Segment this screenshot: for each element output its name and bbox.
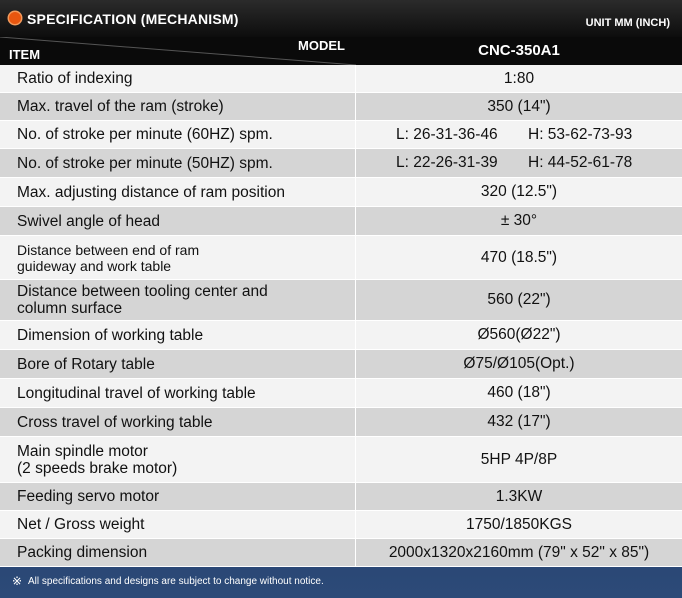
disclaimer-text: All specifications and designs are subject to change without notice. [28,576,324,587]
title-bar [0,0,682,37]
spec-value: 432 (17") [487,413,551,430]
model-column-header: MODEL [298,38,345,53]
spec-label: Swivel angle of head [0,207,356,235]
spec-label-line-2: column surface [17,300,123,317]
spec-value [356,149,682,177]
spec-label: Max. adjusting distance of ram position [0,178,356,206]
spec-label [0,280,356,320]
spec-value: 5HP 4P/8P [480,450,558,468]
spec-value: 320 (12.5") [480,183,558,200]
table-header [0,37,682,65]
table-row [0,149,682,178]
spec-label: No. of stroke per minute (60HZ) spm. [0,121,356,148]
spec-label: Bore of Rotary table [0,350,356,378]
spec-value: 1:80 [503,69,535,87]
low-speed-value: L: 26-31-36-46 [396,125,498,143]
table-row [0,121,682,149]
spec-label: Cross travel of working table [0,408,356,436]
spec-value: 470 (18.5") [480,248,558,266]
spec-value: 350 (14") [487,97,551,115]
footer-note [0,570,682,598]
table-row [0,178,682,207]
spec-label: Longitudinal travel of working table [0,379,356,407]
table-row [0,511,682,539]
spec-value: 560 (22") [487,291,551,308]
spec-label-line-2: (2 speeds brake motor) [17,459,178,477]
spec-value: Ø560(Ø22") [477,326,561,343]
table-row [0,437,682,483]
spec-label-line-1: Main spindle motor [17,442,148,460]
spec-value: ± 30° [500,212,538,229]
table-row [0,93,682,121]
spec-table [0,65,682,567]
item-column-header: ITEM [9,47,41,62]
spec-label-line-1: Distance between end of ram [17,241,200,258]
spec-label: Feeding servo motor [0,483,356,510]
table-row [0,483,682,511]
spec-value: 1.3KW [495,487,543,505]
table-row [0,236,682,280]
spec-label: Dimension of working table [0,321,356,349]
high-speed-value: H: 53-62-73-93 [528,125,633,143]
spec-value: 2000x1320x2160mm (79" x 52" x 85") [388,543,650,561]
table-row [0,280,682,321]
spec-label: Net / Gross weight [0,511,356,538]
spec-label-line-2: guideway and work table [17,257,172,274]
model-name: CNC-350A1 [478,42,560,59]
table-row [0,379,682,408]
spec-label: Max. travel of the ram (stroke) [0,93,356,120]
table-row [0,207,682,236]
spec-value [356,121,682,148]
spec-label [0,437,356,482]
page-title: SPECIFICATION (MECHANISM) [27,11,239,27]
spec-label: Ratio of indexing [0,65,356,92]
spec-label: Packing dimension [0,539,356,566]
spec-value: Ø75/Ø105(Opt.) [463,355,575,372]
spec-value: 460 (18") [487,384,551,401]
reference-mark-icon: ※ [12,574,23,588]
spec-value: 1750/1850KGS [465,515,572,533]
table-row [0,65,682,93]
unit-label: UNIT MM (INCH) [585,17,670,29]
table-row [0,408,682,437]
table-row [0,321,682,350]
table-row [0,350,682,379]
low-speed-value: L: 22-26-31-39 [396,154,498,171]
high-speed-value: H: 44-52-61-78 [528,154,633,171]
spec-label: No. of stroke per minute (50HZ) spm. [0,149,356,177]
table-row [0,539,682,567]
spec-label-line-1: Distance between tooling center and [17,283,268,300]
bullet-icon [9,12,21,24]
spec-label [0,236,356,279]
